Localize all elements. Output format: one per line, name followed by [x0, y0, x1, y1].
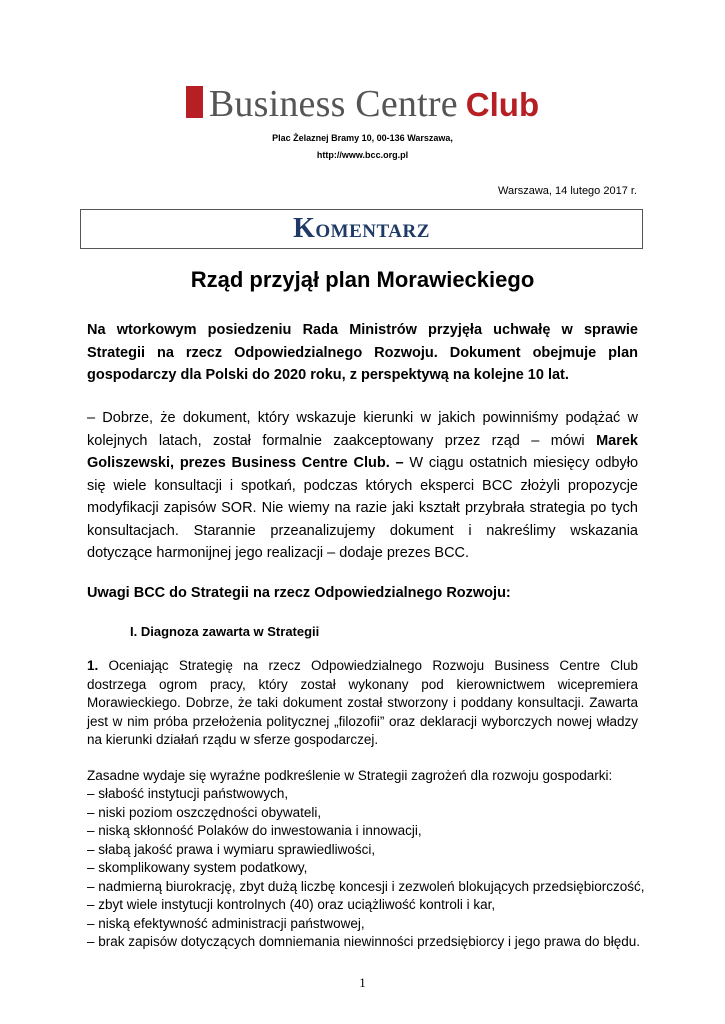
threats-list: [87, 785, 647, 952]
quote-text-part2: W ciągu ostatnich miesięcy odbyło się wiele konsultacji i spotkań, podczas których eksperci BCC złożyli propozycje modyfikacji zapisów SOR. Nie wiemy na razie jaki kształt przybrała strategia po tych konsultacjach. Starannie przeanalizujemy dokument i nakreślimy wskazania dotyczące harmonijnej jego realizacji – dodaje prezes BCC.: [87, 455, 639, 561]
list-item: – słabość instytucji państwowych,: [87, 786, 289, 801]
subsection-title: I. Diagnoza zawarta w Strategii: [130, 624, 320, 639]
list-item: – niską skłonność Polaków do inwestowania i innowacji,: [87, 823, 422, 838]
list-item: – niski poziom oszczędności obywateli,: [87, 804, 322, 820]
title-rest: OMENTARZ: [315, 221, 430, 242]
logo-mark: [186, 86, 203, 118]
list-item: – nadmierną biurokrację, zbyt dużą liczbę koncesji i zezwoleń blokujących przedsiębiorczość,: [87, 878, 645, 894]
address-line: Plac Żelaznej Bramy 10, 00-136 Warszawa,: [272, 133, 453, 143]
point-1-number: 1.: [87, 658, 99, 673]
quote-paragraph: [87, 407, 638, 565]
quote-speaker: Marek Goliszewski, prezes Business Centre Club. –: [87, 432, 638, 471]
document-date: Warszawa, 14 lutego 2017 r.: [497, 185, 637, 197]
list-item: – skomplikowany system podatkowy,: [87, 860, 308, 875]
threats-intro: Zasadne wydaje się wyraźne podkreślenie w Strategii zagrożeń dla rozwoju gospodarki:: [87, 768, 613, 783]
list-item: – niską efektywność administracji państwowej,: [87, 915, 365, 931]
quote-text-part1: – Dobrze, że dokument, który wskazuje kierunki w jakich powinniśmy podążać w kolejnych latach, został formalnie zaakceptowany przez rząd – mówi: [87, 410, 638, 449]
business-centre-club-logo: [0, 82, 725, 126]
website-url: http://www.bcc.org.pl: [316, 150, 409, 160]
logo-text-main: Business Centre: [208, 83, 458, 125]
list-item: – zbyt wiele instytucji kontrolnych (40) oraz uciążliwość kontroli i kar,: [87, 897, 496, 912]
headline: Rząd przyjął plan Morawieckiego: [190, 267, 535, 292]
list-item: – słabą jakość prawa i wymiaru sprawiedliwości,: [87, 841, 376, 857]
point-1-paragraph: [87, 657, 638, 750]
list-item: – brak zapisów dotyczących domniemania niewinności przedsiębiorcy i jego prawa do błędu.: [87, 934, 641, 949]
point-1-text: Oceniając Strategię na rzecz Odpowiedzialnego Rozwoju Business Centre Club dostrzega ogrom pracy, który został wykonany pod kierownictwem wicepremiera Morawieckiego. Dobrze, że taki dokument został stworzony i poddany konsultacji. Zawarta jest w nim próba przełożenia politycznej „filozofii” oraz deklaracji wyborczych nowej władzy na kierunki działań rządu w sferze gospodarczej.: [87, 658, 638, 747]
document-type-title: [293, 213, 430, 245]
document-type-box: [80, 209, 643, 249]
title-initial: K: [293, 213, 316, 244]
section-title: Uwagi BCC do Strategii na rzecz Odpowiedzialnego Rozwoju:: [87, 585, 511, 601]
logo-text-accent: Club: [465, 86, 540, 123]
page-number: 1: [359, 975, 366, 990]
lead-paragraph: Na wtorkowym posiedzeniu Rada Ministrów przyjęła uchwałę w sprawie Strategii na rzecz Odpowiedzialnego Rozwoju. Dokument obejmuje plan gospodarczy dla Polski do 2020 roku, z perspektywą na kolejne 10 lat.: [87, 322, 638, 383]
